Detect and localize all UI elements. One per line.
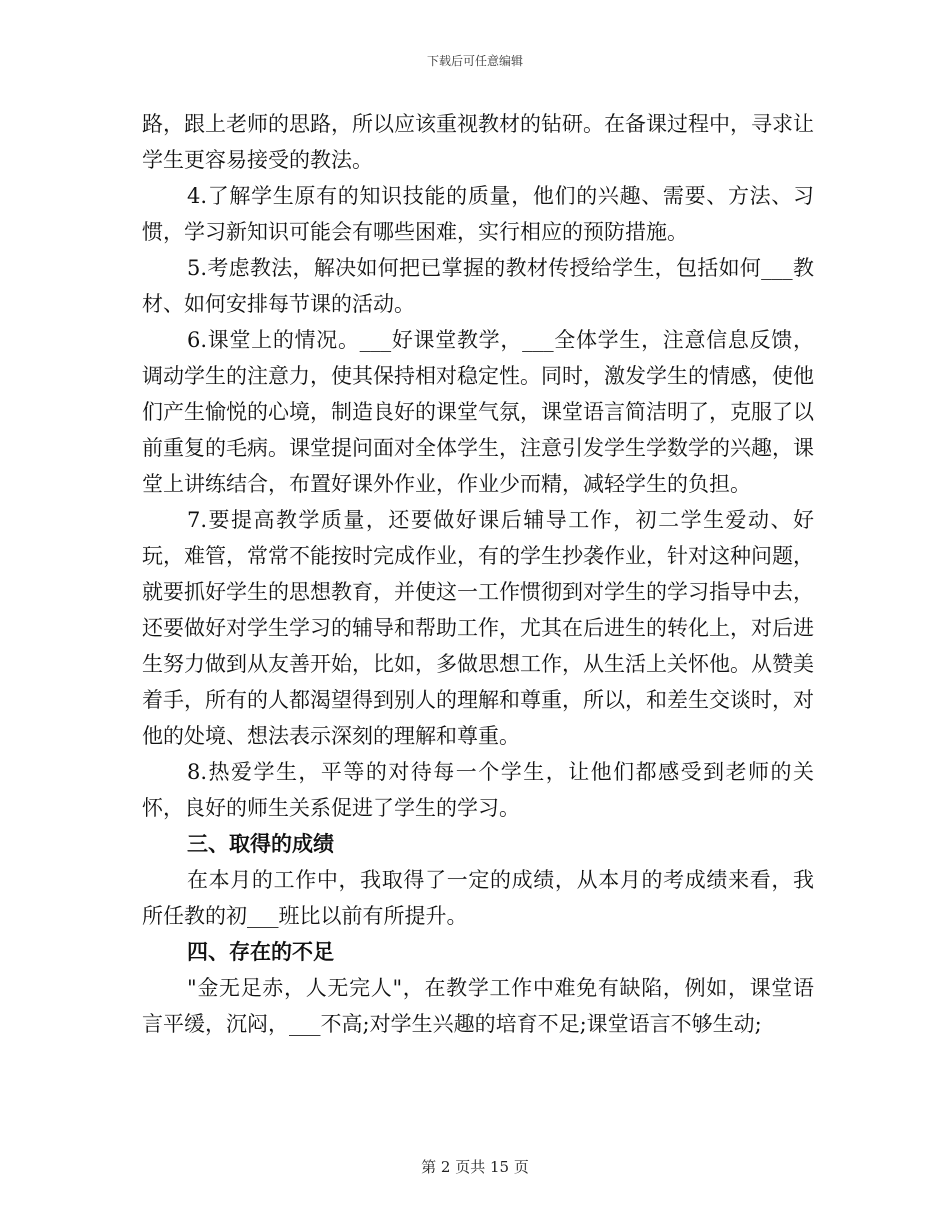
document-body bbox=[142, 106, 814, 1042]
paragraph-shortcomings: "金无足赤，人无完人"，在教学工作中难免有缺陷，例如，课堂语言平缓，沉闷，___不高;对学生兴趣的培育不足;课堂语言不够生动; bbox=[142, 976, 814, 1036]
section-heading-shortcomings: 四、存在的不足 bbox=[187, 940, 334, 964]
paragraph-item-8: 8.热爱学生，平等的对待每一个学生，让他们都感受到老师的关怀，良好的师生关系促进了学生的学习。 bbox=[142, 760, 814, 820]
page-footer: 第 2 页共 15 页 bbox=[421, 1158, 529, 1176]
section-heading-achievements: 三、取得的成绩 bbox=[187, 832, 334, 856]
page-header: 下载后可任意编辑 bbox=[426, 54, 523, 68]
paragraph-achievements: 在本月的工作中，我取得了一定的成绩，从本月的考成绩来看，我所任教的初___班比以前有所提升。 bbox=[142, 868, 814, 928]
paragraph-item-5: 5.考虑教法，解决如何把已掌握的教材传授给学生，包括如何___教材、如何安排每节课的活动。 bbox=[142, 256, 814, 316]
paragraph-item-4: 4.了解学生原有的知识技能的质量，他们的兴趣、需要、方法、习惯，学习新知识可能会有哪些困难，实行相应的预防措施。 bbox=[142, 184, 814, 244]
paragraph-item-6: 6.课堂上的情况。___好课堂教学，___全体学生，注意信息反馈，调动学生的注意力，使其保持相对稳定性。同时，激发学生的情感，使他们产生愉悦的心境，制造良好的课堂气氛，课堂语言简洁明了，克服了以前重复的毛病。课堂提问面对全体学生，注意引发学生学数学的兴趣，课堂上讲练结合，布置好课外作业，作业少而精，减轻学生的负担。 bbox=[142, 328, 814, 496]
paragraph-continuation: 路，跟上老师的思路，所以应该重视教材的钻研。在备课过程中，寻求让学生更容易接受的教法。 bbox=[142, 112, 814, 172]
paragraph-item-7: 7.要提高教学质量，还要做好课后辅导工作，初二学生爱动、好玩，难管，常常不能按时完成作业，有的学生抄袭作业，针对这种问题，就要抓好学生的思想教育，并使这一工作惯彻到对学生的学习指导中去，还要做好对学生学习的辅导和帮助工作，尤其在后进生的转化上，对后进生努力做到从友善开始，比如，多做思想工作，从生活上关怀他。从赞美着手，所有的人都渴望得到别人的理解和尊重，所以，和差生交谈时，对他的处境、想法表示深刻的理解和尊重。 bbox=[142, 508, 814, 748]
